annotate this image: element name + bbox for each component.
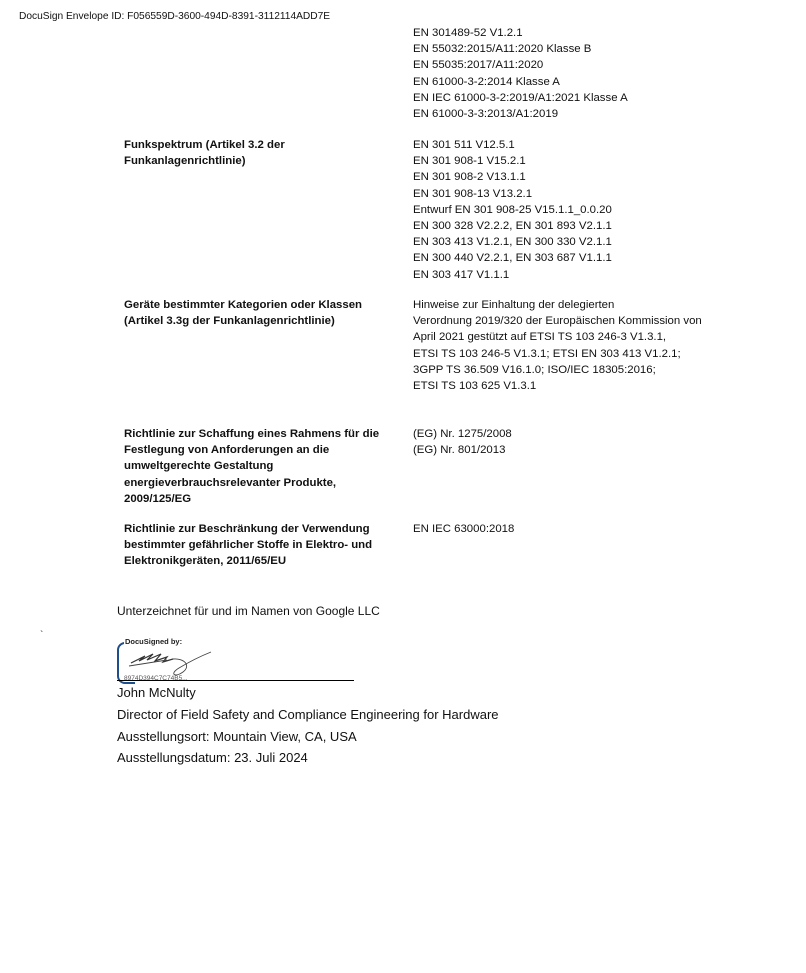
label-line: bestimmter gefährlicher Stoffe in Elektro- und — [124, 539, 373, 552]
label-line: Richtlinie zur Schaffung eines Rahmens für die — [124, 428, 380, 440]
label-line: Funkanlagenrichtlinie) — [124, 155, 246, 168]
label-line: Festlegung von Anforderungen an die — [124, 444, 330, 457]
value-line: 3GPP TS 36.509 V16.1.0; ISO/IEC 18305:2016; — [413, 363, 656, 376]
standard-item: (EG) Nr. 801/2013 — [413, 444, 506, 457]
standard-item: EN 55032:2015/A11:2020 Klasse B — [413, 43, 592, 56]
standard-item: EN 300 328 V2.2.2, EN 301 893 V2.1.1 — [413, 220, 612, 233]
label-line: Elektronikgeräten, 2011/65/EU — [124, 555, 287, 568]
value-line: ETSI TS 103 625 V1.3.1 — [413, 380, 537, 393]
signer-title: Director of Field Safety and Compliance Engineering for Hardware — [117, 707, 499, 722]
label-line: energieverbrauchsrelevanter Produkte, — [124, 476, 337, 489]
issue-date: Ausstellungsdatum: 23. Juli 2024 — [117, 750, 308, 765]
section-values-geraete-kategorien — [413, 297, 743, 394]
standard-item: EN 301489-52 V1.2.1 — [413, 27, 523, 39]
standard-item: Entwurf EN 301 908-25 V15.1.1_0.0.20 — [413, 203, 612, 216]
stray-mark: ` — [40, 630, 44, 641]
signer-name: John McNulty — [117, 685, 196, 700]
docusign-id: 8974D394C7C74B5... — [124, 675, 188, 682]
label-line: 2009/125/EG — [124, 492, 192, 505]
label-line: Geräte bestimmter Kategorien oder Klassen — [124, 299, 363, 311]
section-label-geraete-kategorien — [124, 297, 394, 329]
standard-item: EN 301 908-1 V15.2.1 — [413, 155, 526, 168]
value-line: ETSI TS 103 246-5 V1.3.1; ETSI EN 303 413 V1.2.1; — [413, 347, 681, 360]
standard-item: EN 301 908-2 V13.1.1 — [413, 171, 526, 184]
value-line: Verordnung 2019/320 der Europäischen Kommission von — [413, 315, 702, 328]
standard-item: EN 301 908-13 V13.2.1 — [413, 187, 533, 200]
signature-line — [117, 680, 354, 681]
standard-item: EN IEC 61000-3-2:2019/A1:2021 Klasse A — [413, 91, 628, 104]
section-label-funkspektrum — [124, 137, 394, 169]
standard-item: EN 303 413 V1.2.1, EN 300 330 V2.1.1 — [413, 236, 612, 249]
value-line: April 2021 gestützt auf ETSI TS 103 246-3 V1.3.1, — [413, 331, 667, 344]
standard-item: EN 61000-3-2:2014 Klasse A — [413, 75, 560, 88]
standard-item: (EG) Nr. 1275/2008 — [413, 428, 512, 440]
signed-for-statement: Unterzeichnet für und im Namen von Google LLC — [117, 604, 380, 618]
label-line: Funkspektrum (Artikel 3.2 der — [124, 139, 285, 151]
docusign-signature-box — [117, 637, 237, 684]
docusigned-by-label: DocuSigned by: — [125, 637, 183, 646]
standard-item: EN 61000-3-3:2013/A1:2019 — [413, 108, 559, 121]
handwritten-signature-icon — [127, 646, 222, 678]
label-line: (Artikel 3.3g der Funkanlagenrichtlinie) — [124, 315, 335, 328]
section-values-oekodesign — [413, 426, 743, 458]
issue-place: Ausstellungsort: Mountain View, CA, USA — [117, 729, 357, 744]
label-line: umweltgerechte Gestaltung — [124, 460, 274, 473]
section-values-funkspektrum — [413, 137, 743, 283]
docusign-envelope-id: DocuSign Envelope ID: F056559D-3600-494D-8391-3112114ADD7E — [19, 11, 331, 22]
top-standards-list — [413, 25, 743, 122]
standard-item: EN 55035:2017/A11:2020 — [413, 59, 544, 72]
section-label-rohs — [124, 521, 394, 570]
section-values-rohs — [413, 521, 743, 537]
value-line: Hinweise zur Einhaltung der delegierten — [413, 299, 615, 311]
label-line: Richtlinie zur Beschränkung der Verwendung — [124, 523, 370, 535]
standard-item: EN 303 417 V1.1.1 — [413, 268, 510, 281]
standard-item: EN 301 511 V12.5.1 — [413, 139, 515, 151]
standard-item: EN IEC 63000:2018 — [413, 523, 515, 535]
section-label-oekodesign — [124, 426, 394, 507]
standard-item: EN 300 440 V2.2.1, EN 303 687 V1.1.1 — [413, 252, 612, 265]
